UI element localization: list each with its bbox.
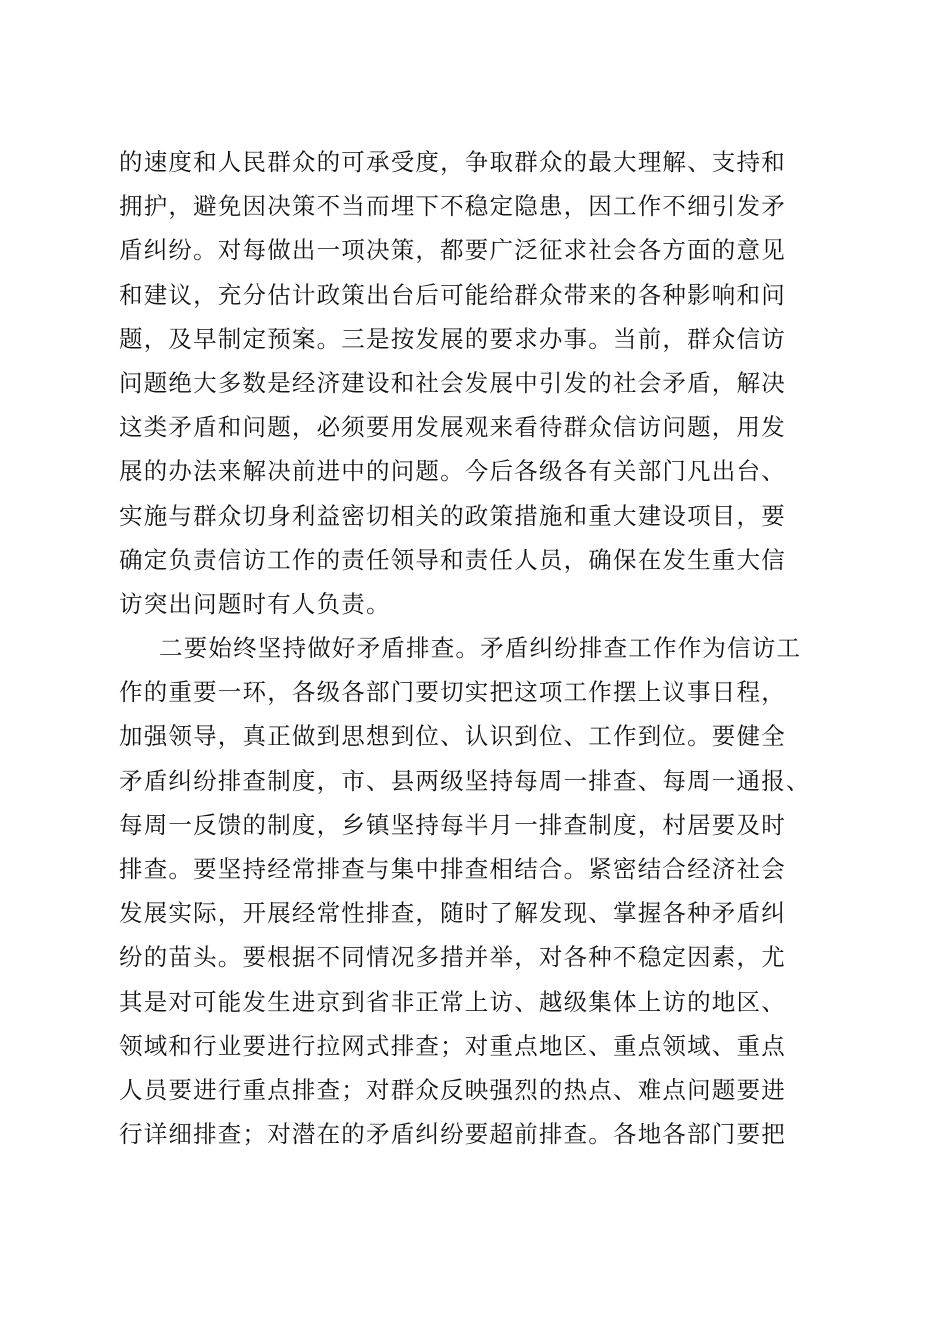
text-line: 加强领导，真正做到思想到位、认识到位、工作到位。要健全 [119,722,786,751]
text-line: 每周一反馈的制度，乡镇坚持每半月一排查制度，村居要及时 [119,810,786,839]
text-line: 这类矛盾和问题，必须要用发展观来看待群众信访问题，用发 [119,413,786,442]
text-line: 和建议，充分估计政策出台后可能给群众带来的各种影响和问 [119,280,786,309]
text-line: 行详细排查；对潜在的矛盾纠纷要超前排查。各地各部门要把 [119,1120,786,1149]
text-line: 展的办法来解决前进中的问题。今后各级各有关部门凡出台、 [119,457,786,486]
text-line: 排查。要坚持经常排查与集中排查相结合。紧密结合经济社会 [119,855,786,883]
text-line: 盾纠纷。对每做出一项决策，都要广泛征求社会各方面的意见 [119,236,786,265]
body-text [119,140,839,1156]
text-line: 纷的苗头。要根据不同情况多措并举，对各种不稳定因素，尤 [119,943,786,972]
text-line: 人员要进行重点排查；对群众反映强烈的热点、难点问题要进 [119,1075,786,1104]
text-line: 领域和行业要进行拉网式排查；对重点地区、重点领域、重点 [119,1031,786,1060]
text-line: 矛盾纠纷排查制度，市、县两级坚持每周一排查、每周一通报、 [119,766,811,795]
text-line: 二要始终坚持做好矛盾排查。矛盾纠纷排查工作作为信访工 [159,634,802,663]
text-line: 的速度和人民群众的可承受度，争取群众的最大理解、支持和 [119,148,786,176]
text-line: 问题绝大多数是经济建设和社会发展中引发的社会矛盾，解决 [119,368,786,397]
text-line: 拥护，避免因决策不当而埋下不稳定隐患，因工作不细引发矛 [119,192,786,221]
text-line: 作的重要一环，各级各部门要切实把这项工作摆上议事日程， [119,678,786,707]
paragraph-1 [119,140,839,626]
text-line: 访突出问题时有人负责。 [119,589,391,618]
text-line: 确定负责信访工作的责任领导和责任人员，确保在发生重大信 [119,545,786,574]
paragraph-2 [119,626,839,1156]
text-line: 其是对可能发生进京到省非正常上访、越级集体上访的地区、 [119,987,786,1016]
text-line: 题，及早制定预案。三是按发展的要求办事。当前，群众信访 [119,324,786,353]
text-line: 发展实际，开展经常性排查，随时了解发现、掌握各种矛盾纠 [119,899,786,928]
text-line: 实施与群众切身利益密切相关的政策措施和重大建设项目，要 [119,501,786,530]
